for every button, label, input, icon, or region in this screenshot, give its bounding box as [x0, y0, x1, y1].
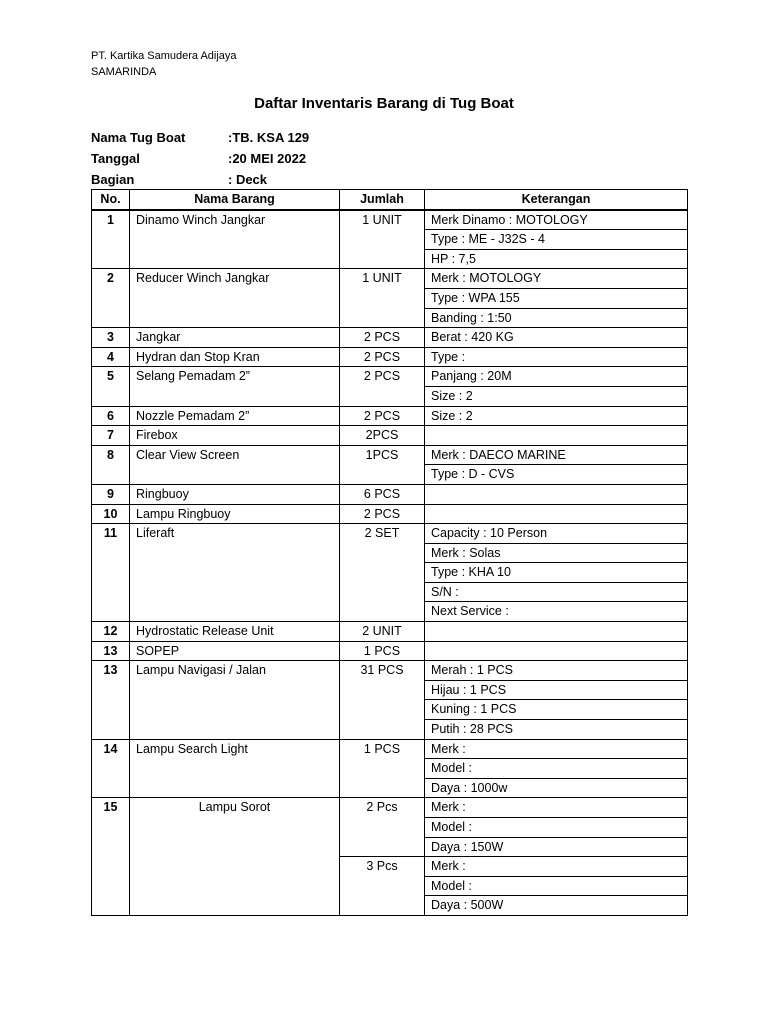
item-note: Kuning : 1 PCS: [425, 700, 688, 720]
item-name: Lampu Search Light: [130, 739, 340, 798]
item-quantity: 1PCS: [340, 445, 425, 484]
meta-row-tugboat: [91, 127, 309, 148]
item-quantity: 3 Pcs: [340, 857, 425, 916]
item-quantity: 1 PCS: [340, 641, 425, 661]
inventory-table: [91, 189, 688, 916]
item-note: Merk :: [425, 798, 688, 818]
company-header: [91, 48, 237, 80]
item-note: Panjang : 20M: [425, 367, 688, 387]
company-name: PT. Kartika Samudera Adijaya: [91, 50, 237, 62]
item-number: 11: [92, 524, 130, 622]
item-number: 4: [92, 347, 130, 367]
item-note: Daya : 1000w: [425, 778, 688, 798]
item-name: Lampu Ringbuoy: [130, 504, 340, 524]
item-name: Clear View Screen: [130, 445, 340, 484]
table-row: [92, 661, 688, 681]
item-quantity: 1 PCS: [340, 739, 425, 798]
meta-label: Bagian: [91, 172, 135, 187]
table-row: [92, 641, 688, 661]
item-note: Model :: [425, 759, 688, 779]
item-name: Hydrostatic Release Unit: [130, 622, 340, 642]
item-note: Size : 2: [425, 386, 688, 406]
table-row: [92, 798, 688, 818]
item-quantity: 2 PCS: [340, 504, 425, 524]
item-number: 13: [92, 641, 130, 661]
meta-label: Nama Tug Boat: [91, 130, 186, 145]
table-row: [92, 210, 688, 230]
table-row: [92, 347, 688, 367]
item-name: Firebox: [130, 426, 340, 446]
item-quantity: 2 UNIT: [340, 622, 425, 642]
item-note: S/N :: [425, 582, 688, 602]
item-quantity: 1 UNIT: [340, 210, 425, 269]
table-row: [92, 406, 688, 426]
item-note: Merah : 1 PCS: [425, 661, 688, 681]
column-header-notes: Keterangan: [425, 190, 688, 210]
table-row: [92, 739, 688, 759]
company-city: SAMARINDA: [91, 66, 157, 78]
item-note: Merk :: [425, 739, 688, 759]
table-row: [92, 524, 688, 544]
item-note: Type :: [425, 347, 688, 367]
item-note: Type : ME - J32S - 4: [425, 230, 688, 250]
item-note: Banding : 1:50: [425, 308, 688, 328]
item-name: Nozzle Pemadam 2”: [130, 406, 340, 426]
document-meta: [91, 127, 309, 190]
table-row: [92, 504, 688, 524]
item-note: Next Service :: [425, 602, 688, 622]
item-quantity: 1 UNIT: [340, 269, 425, 328]
item-note: Model :: [425, 818, 688, 838]
column-header-qty: Jumlah: [340, 190, 425, 210]
item-note: Capacity : 10 Person: [425, 524, 688, 544]
item-number: 14: [92, 739, 130, 798]
item-number: 6: [92, 406, 130, 426]
meta-value: :TB. KSA 129: [228, 130, 310, 145]
item-name: Selang Pemadam 2”: [130, 367, 340, 406]
item-number: 13: [92, 661, 130, 739]
item-note: [425, 641, 688, 661]
item-name: Reducer Winch Jangkar: [130, 269, 340, 328]
item-note: Model :: [425, 876, 688, 896]
meta-value: :20 MEI 2022: [228, 151, 307, 166]
table-header-row: [92, 190, 688, 210]
meta-row-date: [91, 148, 309, 169]
item-name: Lampu Navigasi / Jalan: [130, 661, 340, 739]
item-note: [425, 622, 688, 642]
item-note: Hijau : 1 PCS: [425, 680, 688, 700]
item-number: 7: [92, 426, 130, 446]
item-quantity: 2 PCS: [340, 328, 425, 348]
item-name: Jangkar: [130, 328, 340, 348]
item-name: Lampu Sorot: [130, 798, 340, 916]
item-note: HP : 7,5: [425, 249, 688, 269]
column-header-no: No.: [92, 190, 130, 210]
table-row: [92, 445, 688, 465]
item-note: Type : KHA 10: [425, 563, 688, 583]
item-number: 12: [92, 622, 130, 642]
table-row: [92, 426, 688, 446]
item-note: Size : 2: [425, 406, 688, 426]
column-header-name: Nama Barang: [130, 190, 340, 210]
item-note: Merk : MOTOLOGY: [425, 269, 688, 289]
document-title: Daftar Inventaris Barang di Tug Boat: [254, 95, 514, 112]
item-note: [425, 484, 688, 504]
item-number: 10: [92, 504, 130, 524]
meta-label: Tanggal: [91, 151, 140, 166]
table-row: [92, 622, 688, 642]
item-note: Daya : 500W: [425, 896, 688, 916]
item-name: Liferaft: [130, 524, 340, 622]
item-number: 2: [92, 269, 130, 328]
item-quantity: 2 PCS: [340, 367, 425, 406]
item-note: Putih : 28 PCS: [425, 720, 688, 740]
item-note: Merk Dinamo : MOTOLOGY: [425, 210, 688, 230]
item-note: Daya : 150W: [425, 837, 688, 857]
item-number: 3: [92, 328, 130, 348]
inventory-table-body: [92, 210, 688, 916]
table-row: [92, 269, 688, 289]
item-note: Type : D - CVS: [425, 465, 688, 485]
item-number: 8: [92, 445, 130, 484]
item-quantity: 31 PCS: [340, 661, 425, 739]
meta-row-section: [91, 169, 309, 190]
item-quantity: 2 SET: [340, 524, 425, 622]
item-number: 5: [92, 367, 130, 406]
table-row: [92, 484, 688, 504]
item-number: 15: [92, 798, 130, 916]
item-quantity: 2 PCS: [340, 347, 425, 367]
meta-value: : Deck: [228, 172, 268, 187]
table-row: [92, 367, 688, 387]
item-note: Type : WPA 155: [425, 288, 688, 308]
item-quantity: 6 PCS: [340, 484, 425, 504]
item-number: 1: [92, 210, 130, 269]
item-name: SOPEP: [130, 641, 340, 661]
table-row: [92, 328, 688, 348]
item-note: Merk :: [425, 857, 688, 877]
item-quantity: 2 Pcs: [340, 798, 425, 857]
item-name: Hydran dan Stop Kran: [130, 347, 340, 367]
item-name: Ringbuoy: [130, 484, 340, 504]
item-quantity: 2PCS: [340, 426, 425, 446]
item-note: [425, 426, 688, 446]
item-number: 9: [92, 484, 130, 504]
item-note: Merk : DAECO MARINE: [425, 445, 688, 465]
item-note: Merk : Solas: [425, 543, 688, 563]
item-note: [425, 504, 688, 524]
item-quantity: 2 PCS: [340, 406, 425, 426]
item-name: Dinamo Winch Jangkar: [130, 210, 340, 269]
item-note: Berat : 420 KG: [425, 328, 688, 348]
